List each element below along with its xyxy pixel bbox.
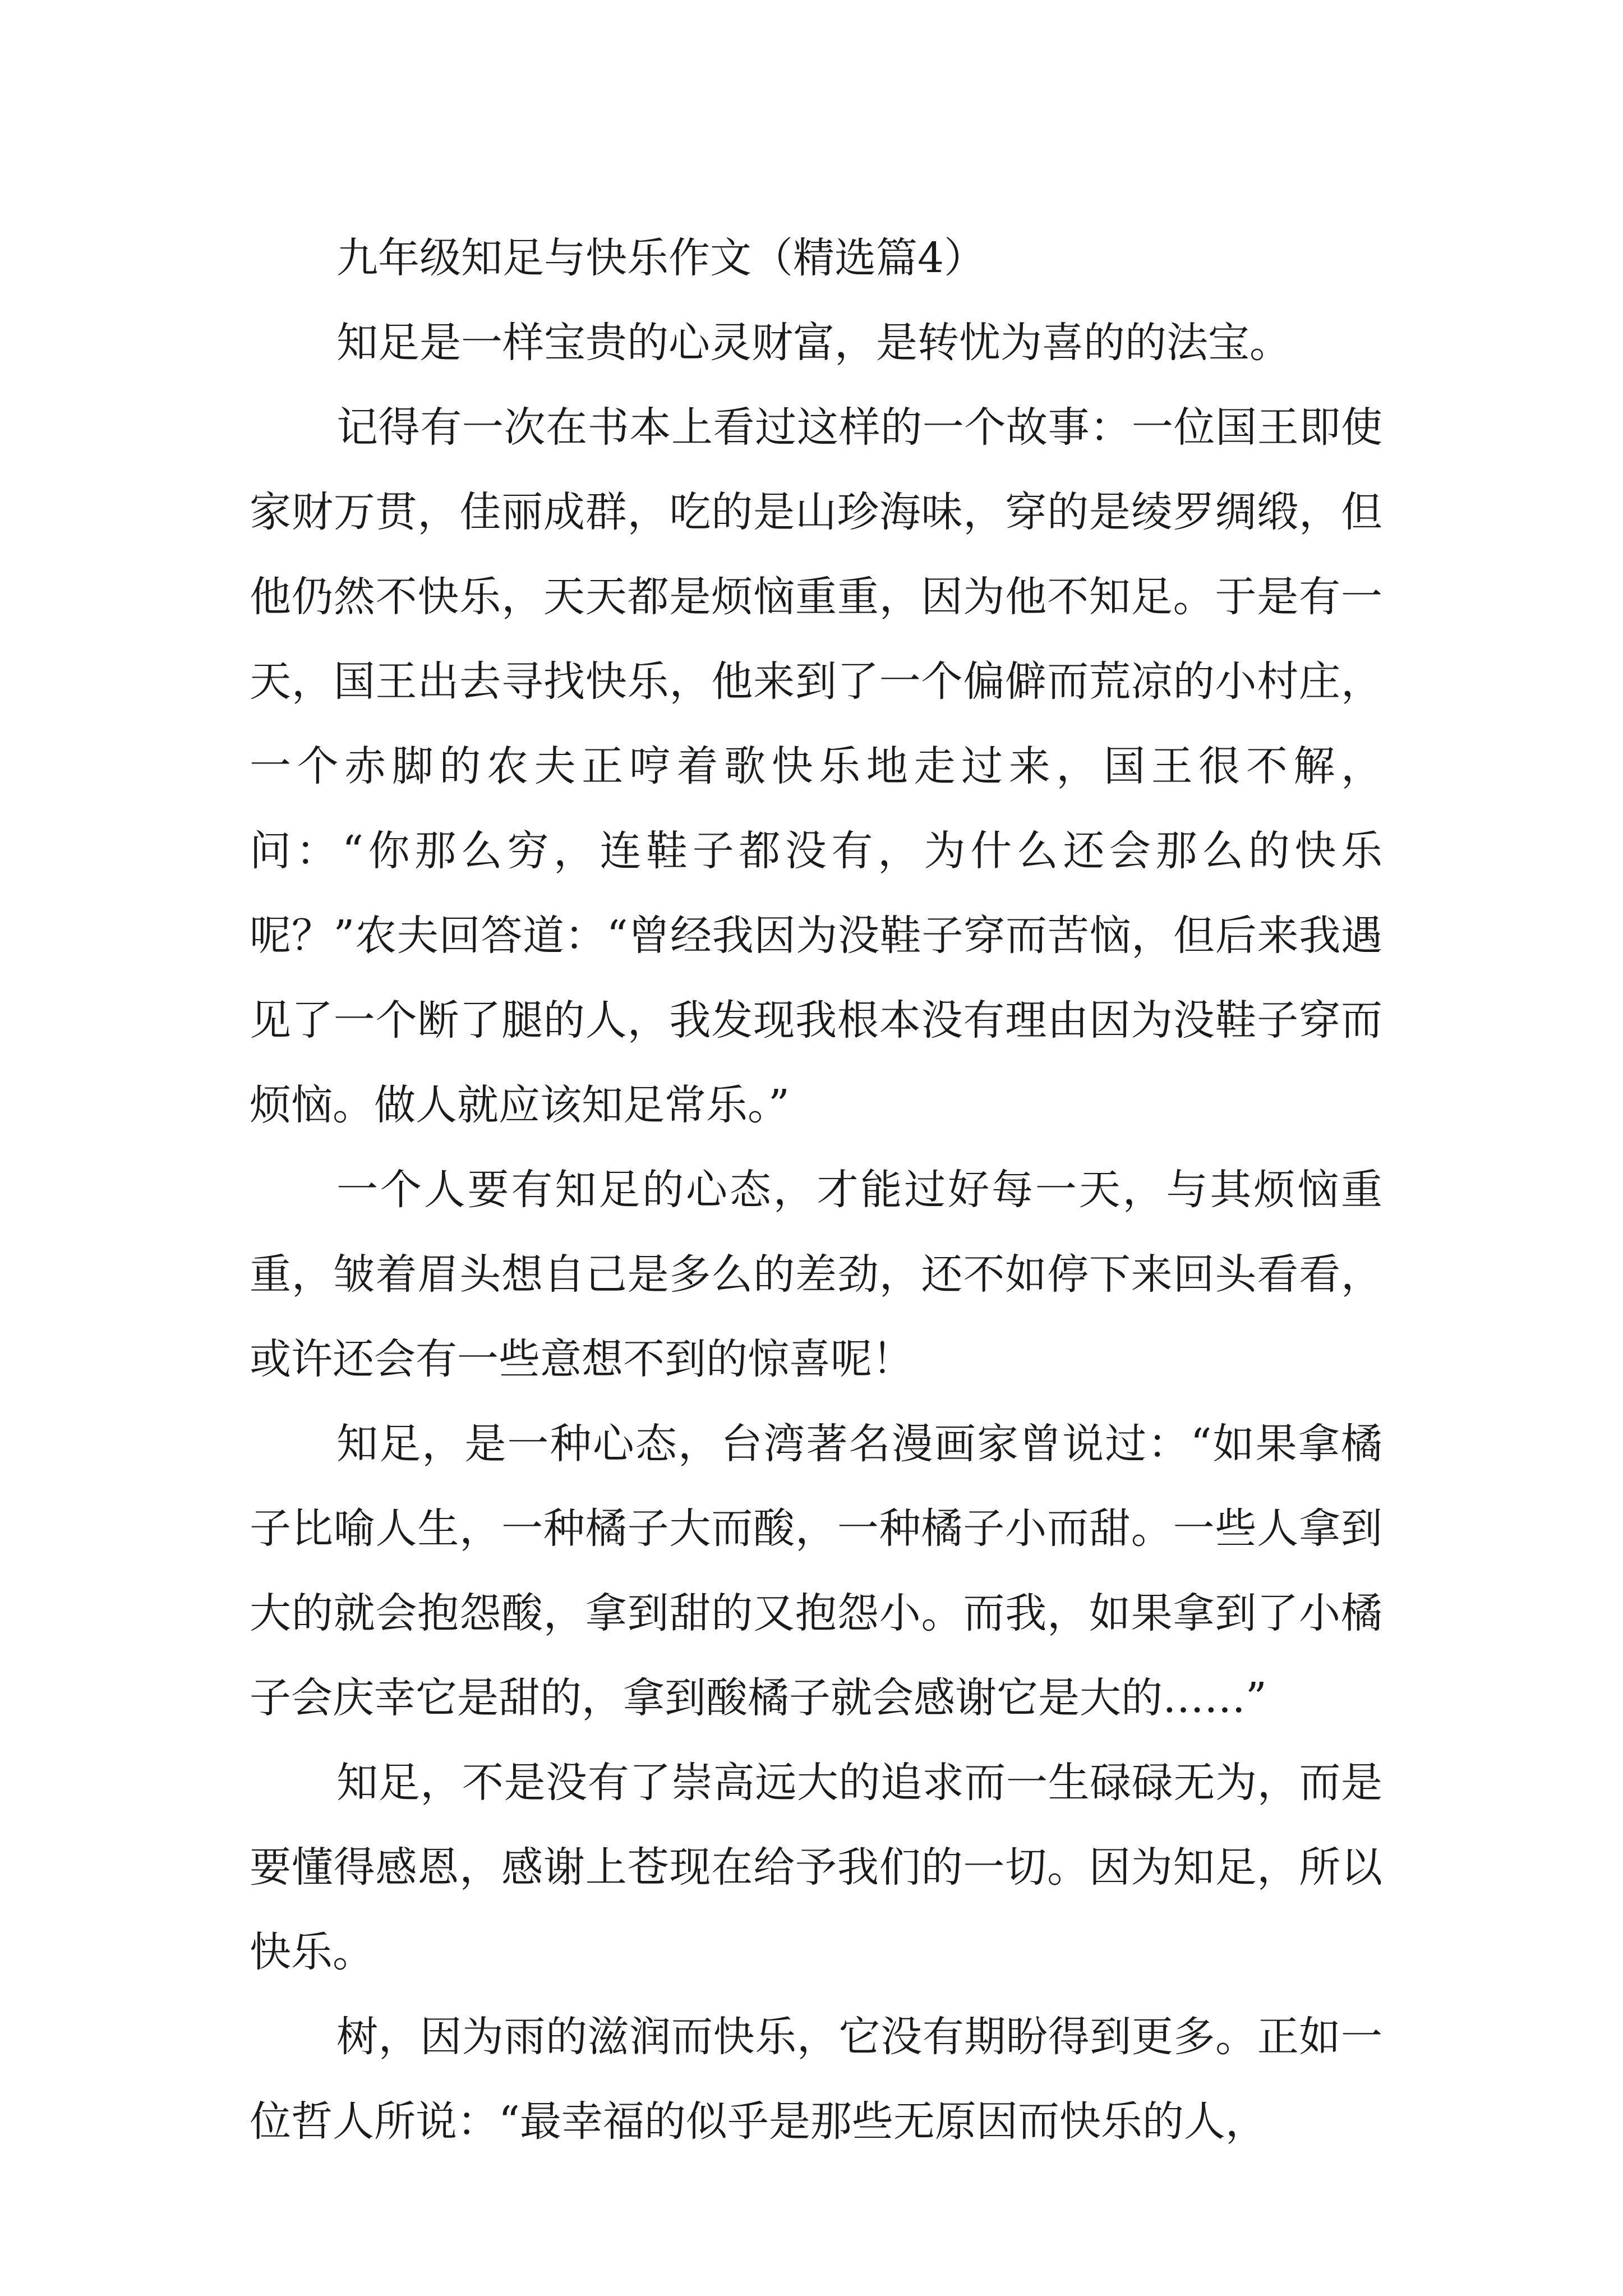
paragraph-5: 知足，不是没有了崇高远大的追求而一生碌碌无为，而是要懂得感恩，感谢上苍现在给予我们的一切。因为知足，所以快乐。 bbox=[250, 1759, 1382, 1976]
paragraph-3: 一个人要有知足的心态，才能过好每一天，与其烦恼重重，皱着眉头想自己是多么的差劲，还不如停下来回头看看，或许还会有一些意想不到的惊喜呢！ bbox=[250, 1166, 1382, 1383]
paragraph-6: 树，因为雨的滋润而快乐，它没有期盼得到更多。正如一位哲人所说：“最幸福的似乎是那些无原因而快乐的人， bbox=[250, 2013, 1382, 2146]
paragraph-4: 知足，是一种心态，台湾著名漫画家曾说过：“如果拿橘子比喻人生，一种橘子大而酸，一种橘子小而甜。一些人拿到大的就会抱怨酸，拿到甜的又抱怨小。而我，如果拿到了小橘子会庆幸它是甜的，拿到酸橘子就会感谢它是大的……” bbox=[250, 1420, 1382, 1722]
document-body bbox=[250, 216, 1382, 2164]
paragraph-1: 知足是一样宝贵的心灵财富，是转忧为喜的的法宝。 bbox=[336, 319, 1291, 367]
paragraph-2: 记得有一次在书本上看过这样的一个故事：一位国王即使家财万贯，佳丽成群，吃的是山珍海味，穿的是绫罗绸缎，但他仍然不快乐，天天都是烦恼重重，因为他不知足。于是有一天，国王出去寻找快乐，他来到了一个偏僻而荒凉的小村庄，一个赤脚的农夫正哼着歌快乐地走过来，国王很不解，问：“你那么穷，连鞋子都没有，为什么还会那么的快乐呢？”农夫回答道：“曾经我因为没鞋子穿而苦恼，但后来我遇见了一个断了腿的人，我发现我根本没有理由因为没鞋子穿而烦恼。做人就应该知足常乐。” bbox=[250, 403, 1382, 1129]
document-title: 九年级知足与快乐作文（精选篇4） bbox=[336, 234, 986, 282]
